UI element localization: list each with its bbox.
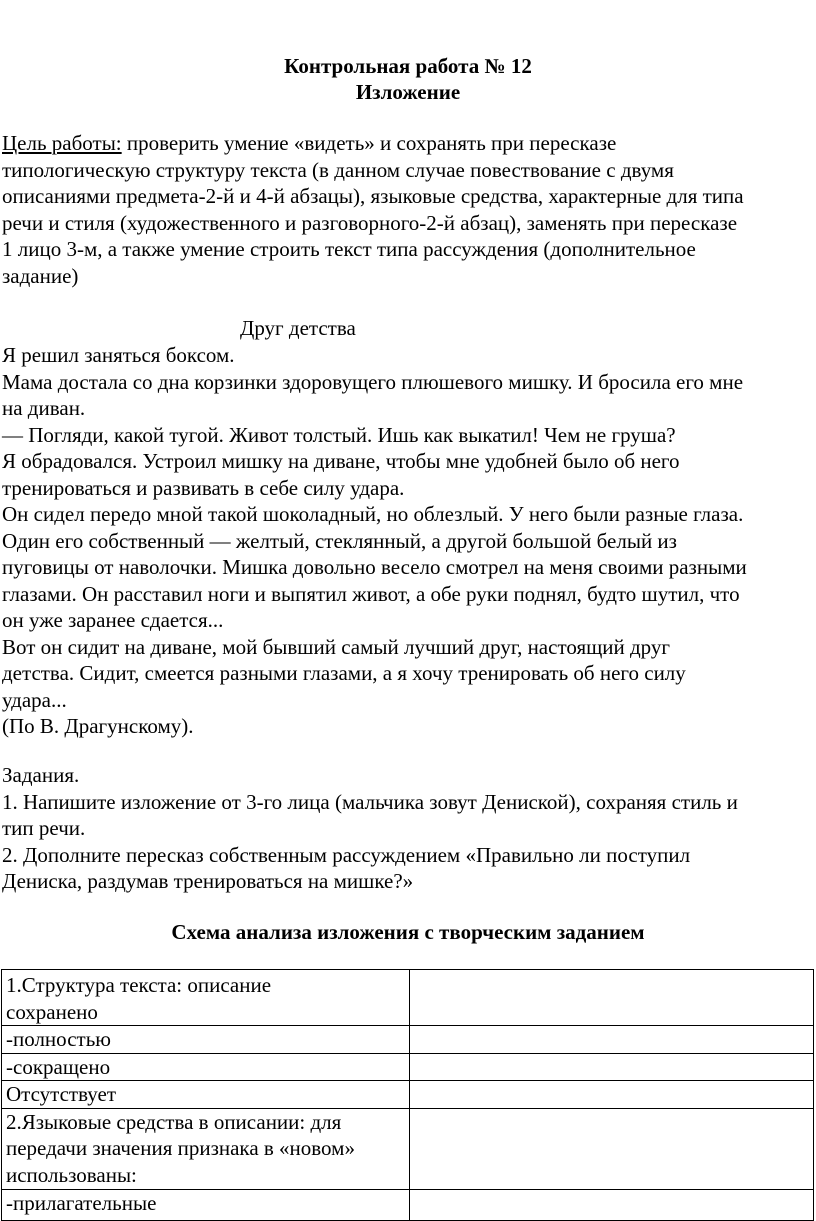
story-line: удара... (2, 687, 67, 712)
score-cell (410, 1081, 814, 1109)
table-row (2, 1189, 814, 1220)
story-line: Я обрадовался. Устроил мишку на диване, чтобы мне удобней было об него (2, 449, 680, 473)
criterion-text: сохранено (6, 999, 98, 1024)
document-title: Контрольная работа № 12 (284, 54, 532, 78)
criterion-text: 2.Языковые средства в описании: для (6, 1109, 342, 1134)
criterion-text: -полностью (6, 1027, 111, 1051)
analysis-scheme-table (1, 969, 814, 1221)
story-title: Друг детства (240, 316, 356, 340)
score-cell (410, 1026, 814, 1054)
story-line: Я решил заняться боксом. (2, 343, 235, 367)
goal-line: типологическую структуру текста (в данном случае повествование с двумя (2, 157, 674, 182)
criterion-text: -прилагательные (6, 1190, 157, 1215)
criterion-cell (2, 1108, 410, 1189)
scheme-title: Схема анализа изложения с творческим заданием (171, 920, 645, 944)
story-line: Он сидел передо мной такой шоколадный, но облезлый. У него были разные глаза. (2, 502, 744, 526)
criterion-cell (2, 1081, 410, 1109)
criterion-text: Отсутствует (6, 1082, 116, 1106)
score-cell (410, 1108, 814, 1189)
criterion-text: использованы: (6, 1162, 137, 1187)
score-cell (410, 970, 814, 1026)
story-line: тренироваться и развивать в себе силу удара. (2, 475, 405, 500)
story-line: глазами. Он расставил ноги и выпятил живот, а обе руки поднял, будто шутил, что (2, 581, 740, 606)
task-line: 1. Напишите изложение от 3-го лица (мальчика зовут Дениской), сохраняя стиль и (2, 789, 738, 814)
score-cell (410, 1189, 814, 1220)
task-line: тип речи. (2, 816, 86, 840)
story-line: детства. Сидит, смеется разными глазами, а я хочу тренировать об него силу (2, 661, 686, 685)
story-line: на диван. (2, 396, 86, 420)
goal-line: задание) (2, 263, 79, 288)
story-line: пуговицы от наволочки. Мишка довольно весело смотрел на меня своими разными (2, 555, 747, 579)
story-line: Вот он сидит на диване, мой бывший самый лучший друг, настоящий друг (2, 634, 671, 659)
criterion-text: -сокращено (6, 1054, 111, 1079)
criterion-cell (2, 970, 410, 1026)
tasks-heading: Задания. (2, 763, 80, 787)
story-text (2, 342, 814, 740)
criterion-cell (2, 1189, 410, 1220)
criterion-text: 1.Структура текста: описание (6, 973, 272, 997)
goal-line: речи и стиля (художественного и разговорного-2-й абзац), заменять при пересказе (2, 210, 738, 235)
table-row (2, 1053, 814, 1081)
criterion-text: передачи значения признака в «новом» (6, 1136, 355, 1160)
tasks-section (2, 762, 814, 895)
task-line: Дениска, раздумав тренироваться на мишке?» (2, 869, 414, 893)
score-cell (410, 1053, 814, 1081)
story-line: он уже заранее сдается... (2, 608, 224, 632)
story-source: (По В. Драгунскому). (2, 714, 194, 738)
goal-first-line (2, 130, 814, 157)
criterion-cell (2, 1026, 410, 1054)
document-subtitle: Изложение (355, 80, 461, 104)
table-row (2, 970, 814, 1026)
table-row (2, 1108, 814, 1189)
goal-text: проверить умение «видеть» и сохранять при пересказе (121, 131, 617, 155)
story-line: — Погляди, какой тугой. Живот толстый. Ишь как выкатил! Чем не груша? (2, 422, 676, 447)
criterion-cell (2, 1053, 410, 1081)
story-line: Мама достала со дна корзинки здоровущего плюшевого мишку. И бросила его мне (2, 369, 744, 394)
task-line: 2. Дополните пересказ собственным рассуждением «Правильно ли поступил (2, 842, 691, 867)
goal-line: описаниями предмета-2-й и 4-й абзацы), языковые средства, характерные для типа (2, 184, 744, 208)
goal-paragraph (2, 130, 814, 289)
table-row (2, 1026, 814, 1054)
story-line: Один его собственный — желтый, стеклянный, а другой большой белый из (2, 528, 677, 553)
table-row (2, 1081, 814, 1109)
goal-line: 1 лицо 3-м, а также умение строить текст типа рассуждения (дополнительное (2, 237, 696, 261)
goal-label: Цель работы: (2, 131, 122, 155)
